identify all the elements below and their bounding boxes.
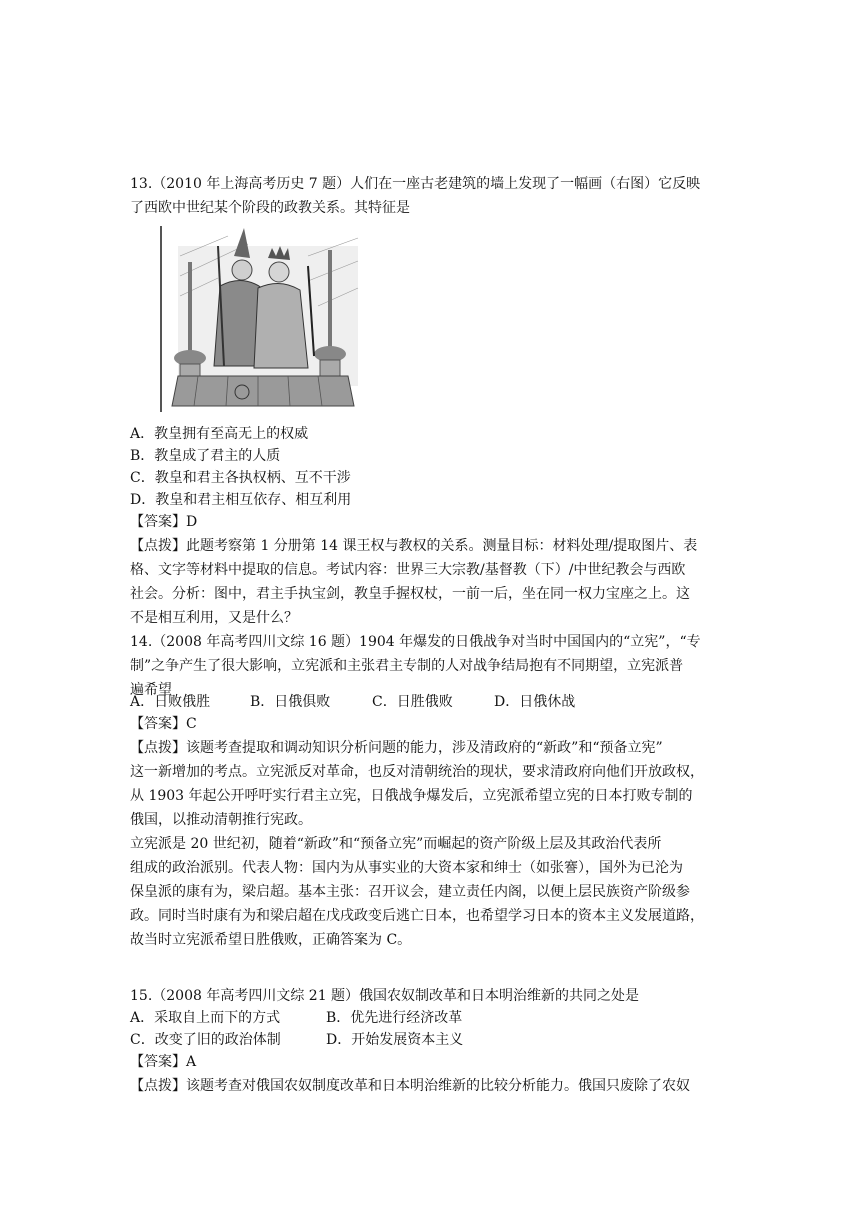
q13-option-a: A．教皇拥有至高无上的权威 [130,426,309,442]
q13-answer: 【答案】D [130,514,198,530]
q15-stem-line-1: 15.（2008 年高考四川文综 21 题）俄国农奴制改革和日本明治维新的共同之处是 [130,988,640,1004]
q14-tip-line-4: 俄国，以推动清朝推行宪政。 [130,812,312,828]
q15-options-row-1 [130,1008,462,1028]
q13-tip-line-2: 格、文字等材料中提取的信息。考试内容：世界三大宗教/基督教（下）/中世纪教会与西欧 [130,562,686,578]
q13-tip-line-4: 不是相互利用，又是什么？ [130,610,298,626]
q14-note-line-3: 保皇派的康有为，梁启超。基本主张：召开议会，建立责任内阁，以便上层民族资产阶级参 [130,884,690,900]
q13-tip-line-3: 社会。分析：图中，君主手执宝剑，教皇手握权杖，一前一后，坐在同一权力宝座之上。这 [130,586,690,602]
q15-option-b: B．优先进行经济改革 [326,1010,463,1026]
q14-tip-line-2: 这一新增加的考点。立宪派反对革命，也反对清朝统治的现状，要求清政府向他们开放政权， [130,764,704,780]
q13-stem-line-2: 了西欧中世纪某个阶段的政教关系。其特征是 [130,200,410,216]
q13-option-d: D．教皇和君主相互依存、相互利用 [130,492,352,508]
q13-option-b: B．教皇成了君主的人质 [130,448,281,464]
q14-tip-line-3: 从 1903 年起公开呼吁实行君主立宪，日俄战争爆发后，立宪派希望立宪的日本打败专制的 [130,788,693,804]
q14-note-line-4: 政。同时当时康有为和梁启超在戊戌政变后逃亡日本，也希望学习日本的资本主义发展道路， [130,908,704,924]
q15-option-d: D．开始发展资本主义 [326,1032,464,1048]
q14-note-line-1: 立宪派是 20 世纪初，随着“新政”和“预备立宪”而崛起的资产阶级上层及其政治代表所 [130,836,662,852]
q14-option-a: A．日败俄胜 [130,694,211,710]
q14-answer: 【答案】C [130,716,197,732]
q14-note-line-2: 组成的政治派别。代表人物：国内为从事实业的大资本家和绅士（如张謇），国外为已沦为 [130,860,683,876]
q15-option-c: C．改变了旧的政治体制 [130,1032,281,1048]
q13-tip-line-1: 【点拨】此题考察第 1 分册第 14 课王权与教权的关系。测量目标：材料处理/提取图片、表 [130,538,698,554]
q14-tip-line-1: 【点拨】该题考查提取和调动知识分析问题的能力，涉及清政府的“新政”和“预备立宪” [130,740,663,756]
q14-option-d: D．日俄休战 [494,694,576,710]
pope-king-throne-image [158,226,368,412]
q14-note-line-5: 故当时立宪派希望日胜俄败，正确答案为 C。 [130,932,412,948]
q13-illustration [158,226,368,412]
q15-option-a: A．采取自上而下的方式 [130,1010,281,1026]
q13-stem-line-1: 13.（2010 年上海高考历史 7 题）人们在一座古老建筑的墙上发现了一幅画（右图）它反映 [130,176,701,192]
q15-options-row-2 [130,1030,463,1050]
q14-options [130,692,575,712]
q15-answer: 【答案】A [130,1054,197,1070]
q14-stem-line-3: 遍希望 [130,682,172,698]
q14-stem-line-2: 制”之争产生了很大影响，立宪派和主张君主专制的人对战争结局抱有不同期望，立宪派普 [130,658,684,674]
q13-option-c: C．教皇和君主各执权柄、互不干涉 [130,470,351,486]
q14-stem-line-1: 14.（2008 年高考四川文综 16 题）1904 年爆发的日俄战争对当时中国国内的“立宪”，“专 [130,634,701,650]
q14-option-c: C．日胜俄败 [372,694,453,710]
q15-tip-line-1: 【点拨】该题考查对俄国农奴制度改革和日本明治维新的比较分析能力。俄国只废除了农奴 [130,1078,690,1094]
q14-option-b: B．日俄俱败 [250,694,331,710]
